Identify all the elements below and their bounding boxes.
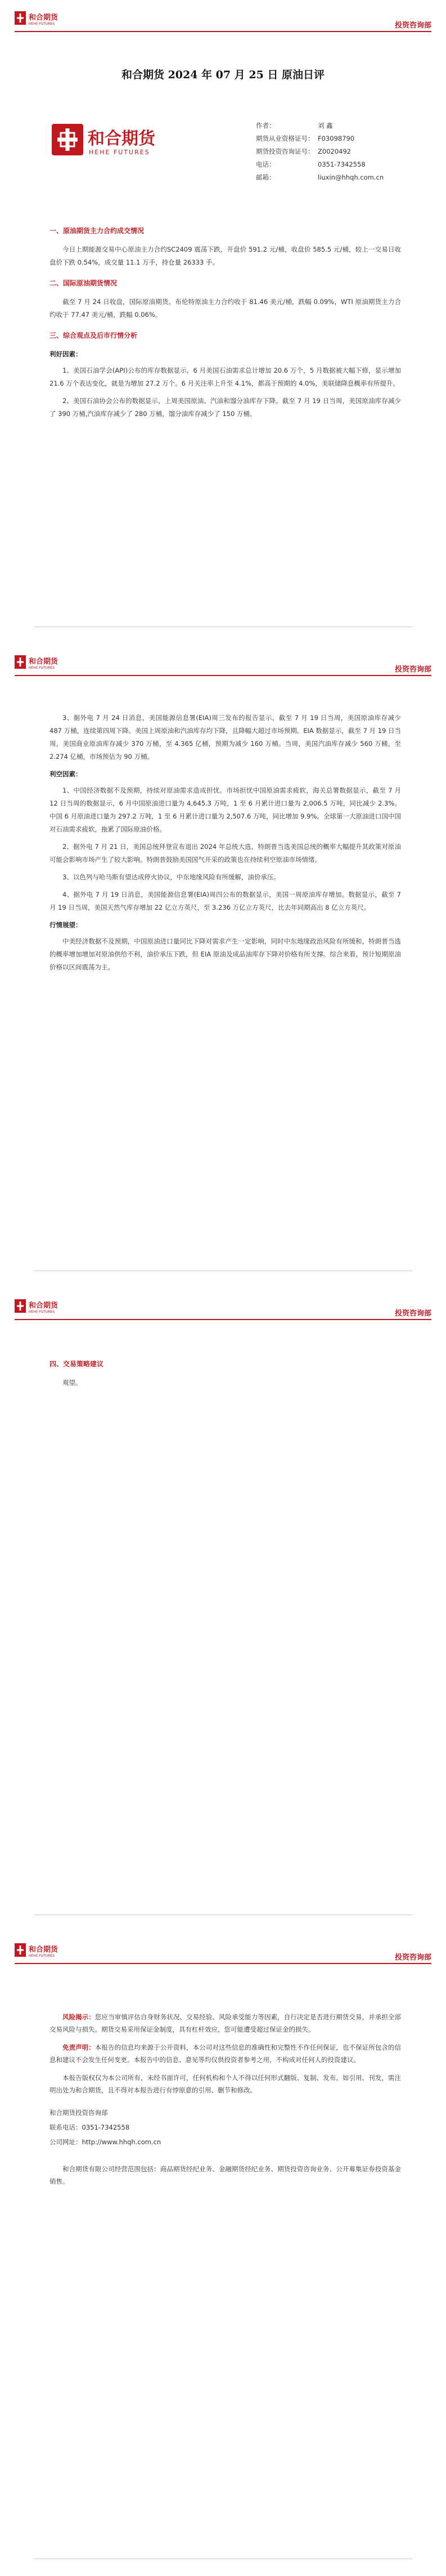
page-2 [0, 644, 446, 1288]
brand-logo-icon [15, 10, 76, 26]
disclaimer [49, 2011, 401, 2193]
paragraph: 3、以色列与哈马斯有望达成停火协议，中东地缘风险有所缓解，油价承压。 [62, 873, 280, 881]
header-tag: 投资咨询部 [394, 1953, 431, 1962]
svg-text:和合期货: 和合期货 [88, 129, 155, 149]
company-scope: 和合期货有限公司经营范围包括：商品期货经纪业务、金融期货经纪业务、期货投资咨询业务、公开募集证券投资基金销售。 [49, 2165, 401, 2185]
page-1 [0, 0, 446, 644]
paragraph: 2、美国石油协会公布的数据显示，上周美国原油、汽油和馏分油库存下降。截至 7 月 19 日当周，美国原油库存减少了 390 万桶,汽油库存减少了 280 万桶，馏分油库存减少了 150 万桶。 [49, 397, 401, 418]
svg-text:HEHE FUTURES: HEHE FUTURES [29, 1310, 55, 1314]
report-title: 和合期货 2024 年 07 月 25 日 原油日评 [121, 69, 325, 81]
section-heading: 二、国际原油期货情况 [49, 279, 118, 287]
header-divider [15, 1319, 431, 1320]
section-heading: 三、综合观点及后市行情分析 [49, 332, 138, 339]
paragraph: 截至 7 月 24 日收盘，国际原油期货。布伦特原油主力合约收于 81.46 美元/桶，跌幅 0.09%，WTI 原油期货主力合约收于 77.47 美元/桶，跌幅 0.06%。 [49, 298, 401, 319]
page-3 [0, 1288, 446, 1932]
svg-text:HEHE FUTURES: HEHE FUTURES [29, 666, 55, 670]
paragraph: 观望。 [62, 1379, 82, 1387]
header-divider [15, 1963, 431, 1964]
paragraph: 4、据外电 7 月 19 日消息，美国能源信息署(EIA)周四公布的数据显示，美国一周原油库存增加。数据显示，截至 7 月 19 日当周，美国天然气库存增加 22 亿立方英尺，至 3.236 万亿立方英尺，比去年同期高出 8 亿立方英尺。 [49, 891, 401, 911]
page3-body [49, 1350, 401, 1394]
paragraph: 今日上期能源交易中心原油主力合约SC2409 震荡下跌，开盘价 591.2 元/桶，收盘价 585.5 元/桶，较上一交易日收盘价下跌 0.54%，成交量 11.1 万手，持仓量 26333 手。 [49, 245, 401, 266]
company-website-link[interactable]: 公司网址：http://www.hhqh.com.cn [49, 2138, 161, 2146]
page-header [0, 1288, 446, 1323]
risk-paragraph: 风险揭示：您应当审慎评估自身财务状况、交易经验、风险承受能力等因素，自行决定是否进行期货交易，并承担全部交易风险与损失。期货交易采用保证金制度，具有杠杆效应，您可能遭受超过保证金的损失。 [49, 2013, 402, 2033]
header-tag: 投资咨询部 [394, 21, 431, 30]
svg-text:和合期货: 和合期货 [29, 658, 58, 666]
header-divider [15, 31, 431, 32]
svg-text:HEHE FUTURES: HEHE FUTURES [29, 1954, 55, 1958]
paragraph: 1、中国经济数据不及预期，持续对原油需求造成担忧。市场担忧中国原油需求疲软，海关总署数据显示，截至 7 月 12 日当周的数据显示，6 月中国原油进口量为 4,645.3 万吨，1 至 6 月累计进口量为 2,006.5 万吨，同比减少 2.3%。中国 6 月原油进口量为 297.2 万吨，1 至 6 月累计进口量为 2,507.6 万吨，同比增加 9.9%。全球第一大原油进口国中国对石油需求疲软，拖累了国际原油价格。 [49, 786, 401, 833]
paragraph: 2、据外电 7 月 21 日，美国总统拜登宣布退出 2024 年总统大选，特朗普当选美国总统的概率大幅提升其政策对原油可能会影响市场产生了较大影响。特朗普鼓励美国国气开采的政策也在持续利空原油市场情绪。 [49, 843, 401, 864]
brand-logo-icon [15, 1942, 76, 1958]
disclaimer-paragraph: 免责声明：本报告的信息均来源于公开资料，本公司对这些信息的准确性和完整性不作任何保证，也不保证所包含的信息和建议不会发生任何变更。本报告中的信息、意见等均仅供投资者参考之用，不构成对任何人的投资建议。 [49, 2043, 402, 2064]
subheading: 行情展望： [49, 921, 82, 929]
page2-body [49, 712, 401, 978]
dept-name: 和合期货投资咨询部 [49, 2109, 108, 2117]
subheading: 利好因素： [49, 350, 82, 358]
page-header [0, 1932, 446, 1967]
header-divider [15, 675, 431, 676]
paragraph: 1、美国石油学会(API)公布的库存数据显示，6 月美国石油需求总计增加 20.6 万个，5 月数据被大幅下修，显示增加 21.6 万个表达变化，就是为增加 27.2 万个。6 月关注率上升至 4.1%，都高于预期的 4.0%，美联储降息概率有所提升。 [49, 366, 401, 387]
brand-logo-icon [15, 654, 76, 670]
company-logo-icon [49, 118, 156, 164]
brand-cn: 和合期货 [29, 14, 58, 22]
section-heading: 一、原油期货主力合约成交情况 [49, 227, 145, 235]
brand-logo-icon [15, 1298, 76, 1314]
header-tag: 投资咨询部 [394, 665, 431, 674]
header-tag: 投资咨询部 [394, 1309, 431, 1318]
svg-text:HEHE FUTURES: HEHE FUTURES [89, 149, 150, 156]
page-4 [0, 1932, 446, 2576]
page-header [0, 644, 446, 679]
paragraph: 3、据外电 7 月 24 日消息，美国能源信息署(EIA)周三发布的报告显示，截至 7 月 19 日当周，美国原油库存减少 487 万桶，连续第四周下降。美国上周原油和汽油库存均下降，且降幅大超过市场预期。EIA 数据显示，截至 7 月 19 日当周，美国商业原油库存减少 370 万桶，至 4.365 亿桶，预期为减少 160 万桶。当周，美国汽油库存减少 560 万桶，至 2.274 亿桶，市场预估为 90 万桶。 [49, 714, 401, 761]
section-heading: 四、交易策略建议 [49, 1360, 104, 1368]
brand-en: HEHE FUTURES [29, 22, 55, 26]
svg-text:和合期货: 和合期货 [29, 1302, 58, 1310]
paragraph: 中美经济数据不及预期，中国原油进口量同比下降对需求产生一定影响，同时中东地缘政治风险有所缓和，特朗普当选的概率增加增加对原油供给不利，油价承压下跌，但 EIA 原油及成品油库存下降对价格有所支撑。综合来看，预计短期原油价格以区间震荡为主。 [49, 937, 401, 971]
author-info: 作者： 刘 鑫 期货从业资格证号： F03098790 期货投资咨询证号： Z0020492 电话： 0351-7342558 邮箱： liuxin@hhqh.com.cn [256, 122, 384, 181]
contact-phone: 联系电话：0351-7342558 [49, 2123, 130, 2131]
copyright-paragraph: 本报告版权仅为本公司所有，未经书面许可，任何机构和个人不得以任何形式翻版、复制、发布。如引用、刊发，需注明出处为和合期货，且不得对本报告进行有悖原意的引用、删节和修改。 [49, 2074, 401, 2094]
page1-body [49, 217, 401, 425]
page-header [0, 0, 446, 35]
subheading: 利空因素： [49, 770, 82, 778]
contact-block [49, 2105, 401, 2149]
svg-text:和合期货: 和合期货 [29, 1946, 58, 1954]
